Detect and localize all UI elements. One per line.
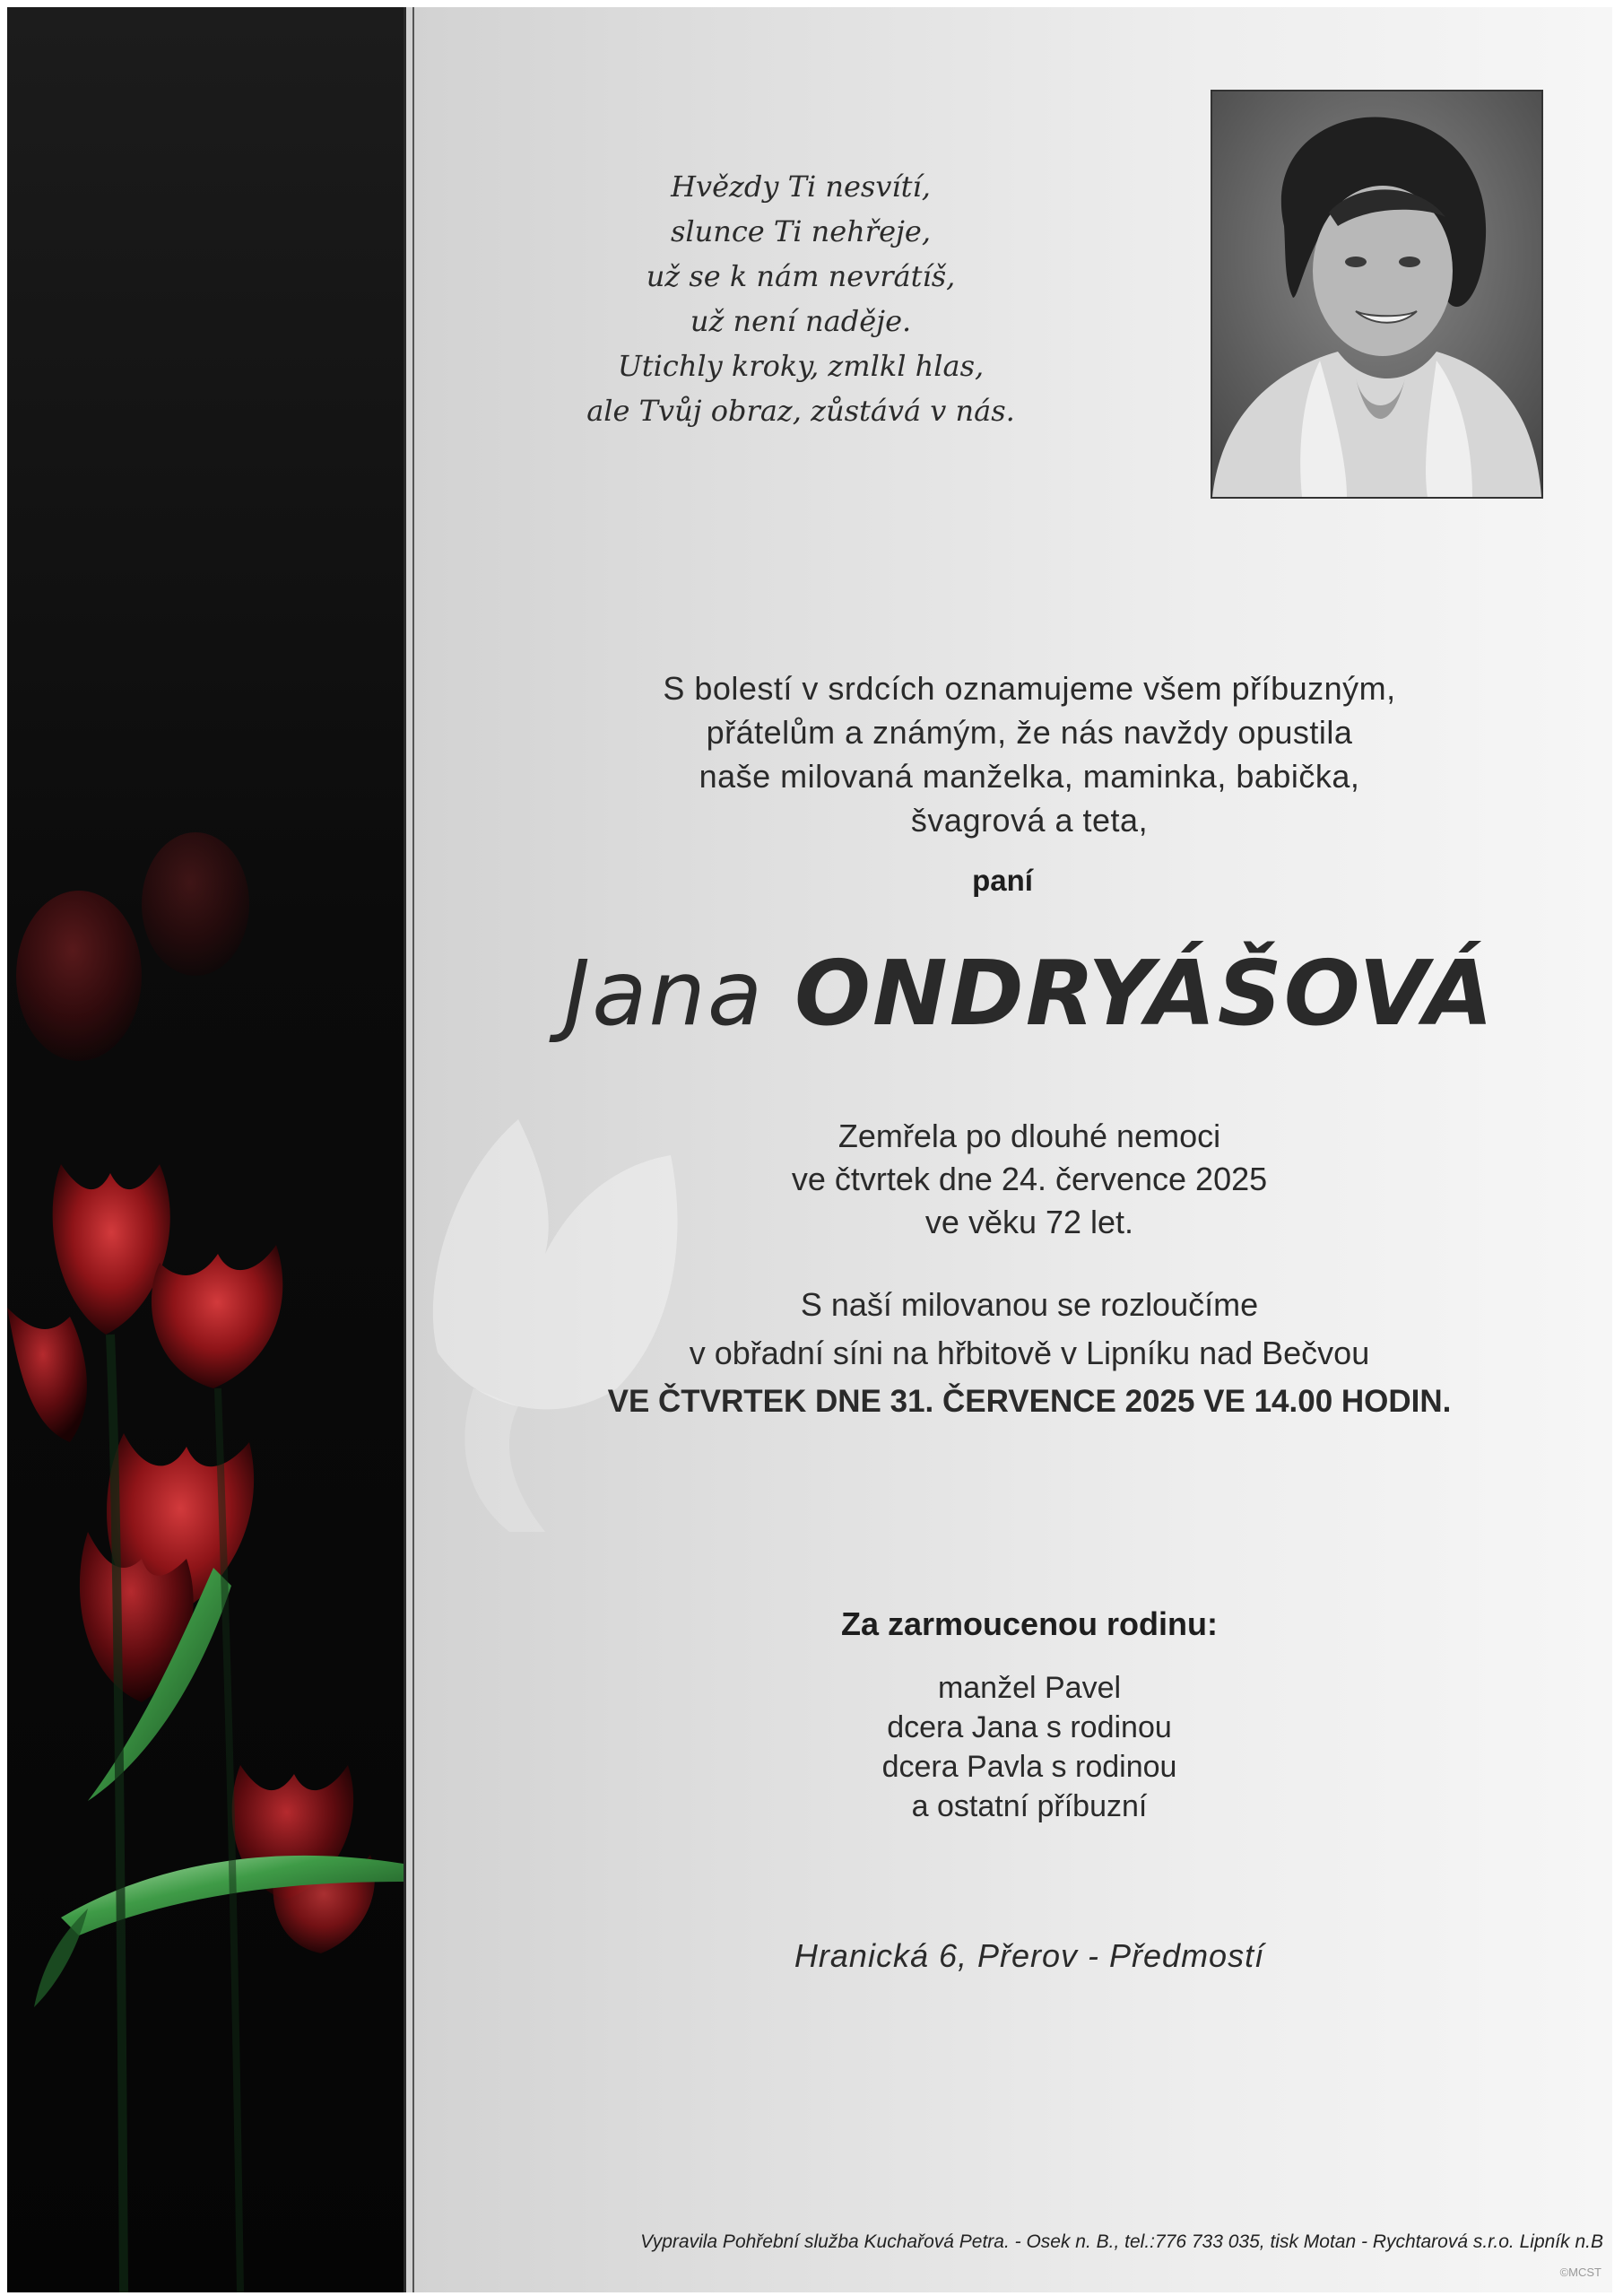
funeral-date-time: VE ČTVRTEK DNE 31. ČERVENCE 2025 VE 14.00 HODIN. — [607, 1384, 1452, 1419]
poem-line: už není naděje. — [690, 304, 912, 338]
obituary-sheet — [7, 7, 1612, 2292]
family-address: Hranická 6, Přerov - Předmostí — [794, 1937, 1265, 1974]
announcement-text — [509, 666, 1549, 842]
announcement-line: švagrová a teta, — [910, 802, 1149, 839]
tulip-side-panel — [7, 7, 404, 2292]
announcement-line: přátelům a známým, že nás navždy opustila — [706, 714, 1353, 751]
funeral-line: v obřadní síni na hřbitově v Lipníku nad Bečvou — [689, 1335, 1370, 1371]
mourner-item: a ostatní příbuzní — [911, 1789, 1148, 1823]
poem-line: ale Tvůj obraz, zůstává v nás. — [586, 394, 1015, 428]
memorial-poem — [509, 164, 1092, 433]
mourner-item: dcera Jana s rodinou — [887, 1710, 1172, 1744]
portrait-icon — [1212, 91, 1541, 497]
funeral-service-footer: Vypravila Pohřební služba Kuchařová Petra. - Osek n. B., tel.:776 733 035, tisk Motan - Rychtarová s.r.o. Lipník n.B — [640, 2231, 1603, 2252]
poem-line: slunce Ti nehřeje, — [670, 214, 932, 248]
red-tulips-illustration — [7, 7, 404, 2292]
poem-line: Utichly kroky, zmlkl hlas, — [617, 349, 985, 383]
family-title: Za zarmoucenou rodinu: — [840, 1605, 1218, 1642]
announcement-line: S bolestí v srdcích oznamujeme všem příbuzným, — [663, 670, 1396, 707]
poem-line: už se k nám nevrátíš, — [646, 259, 956, 293]
announcement-line: naše milovaná manželka, maminka, babička, — [699, 758, 1360, 795]
poem-line: Hvězdy Ti nesvítí, — [671, 170, 931, 204]
death-info — [509, 1115, 1549, 1244]
death-info-line: ve čtvrtek dne 24. července 2025 — [791, 1161, 1268, 1197]
mourner-item: manžel Pavel — [937, 1671, 1122, 1705]
deceased-name — [509, 940, 1549, 1048]
funeral-line: S naší milovanou se rozloučíme — [800, 1286, 1259, 1323]
mourners-list — [509, 1668, 1549, 1826]
printer-mark: ©MCST — [1559, 2266, 1601, 2279]
deceased-given-name: Jana — [563, 941, 765, 1046]
deceased-family-name: ONDRYÁŠOVÁ — [794, 941, 1496, 1046]
death-info-line: ve věku 72 let. — [924, 1204, 1134, 1240]
salutation: paní — [972, 864, 1033, 897]
portrait-photo — [1211, 90, 1543, 499]
death-info-line: Zemřela po dlouhé nemoci — [838, 1118, 1221, 1154]
mourner-item: dcera Pavla s rodinou — [881, 1750, 1177, 1784]
funeral-info — [509, 1281, 1549, 1426]
